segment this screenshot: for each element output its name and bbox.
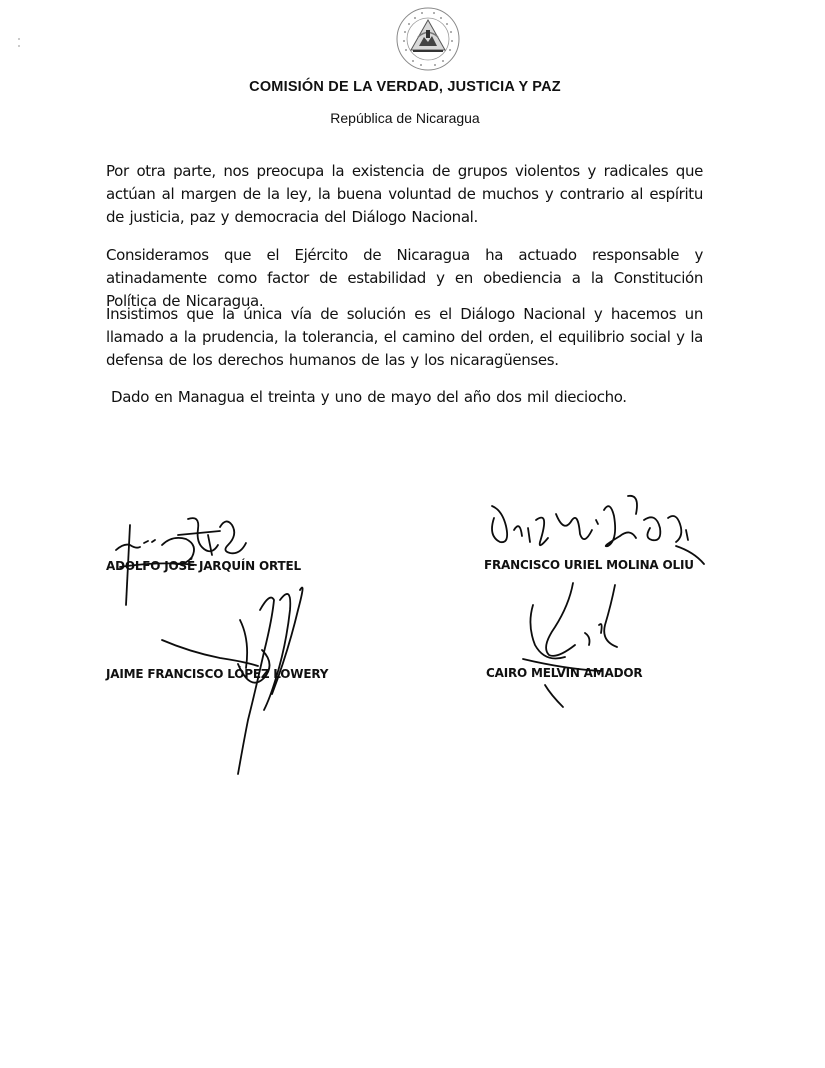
nicaragua-coat-of-arms-seal [395, 6, 461, 72]
commission-title: COMISIÓN DE LA VERDAD, JUSTICIA Y PAZ [249, 79, 561, 95]
signer-name: ADOLFO JOSÉ JARQUÍN ORTEL [106, 559, 301, 573]
signer-name: CAIRO MELVIN AMADOR [486, 666, 643, 680]
handwritten-signature [505, 575, 645, 710]
paragraph-date: Dado en Managua el treinta y uno de mayo del año dos mil dieciocho. [111, 388, 627, 406]
paragraph-dialogue: Insistimos que la única vía de solución es el Diálogo Nacional y hacemos un llamado a la prudencia, la tolerancia, el camino del orden, el equilibrio social y la defensa de los derechos humanos de las y los nicaragüenses. [106, 305, 703, 369]
paragraph-army: Consideramos que el Ejército de Nicaragua ha actuado responsable y atinadamente como factor de estabilidad y en obediencia a la Constitución Política de Nicaragua. [106, 246, 703, 310]
handwritten-signature [160, 580, 330, 780]
handwritten-signature [480, 490, 710, 580]
signer-name: FRANCISCO URIEL MOLINA OLIU [484, 558, 694, 572]
scan-margin-marks [16, 36, 22, 50]
signer-name: JAIME FRANCISCO LÓPEZ LOWERY [106, 667, 329, 681]
country-subtitle: República de Nicaragua [330, 110, 480, 126]
paragraph-concern: Por otra parte, nos preocupa la existencia de grupos violentos y radicales que actúan al margen de la ley, la buena voluntad de muchos y contrario al espíritu de justicia, paz y democracia del Diálogo Nacional. [106, 162, 703, 226]
